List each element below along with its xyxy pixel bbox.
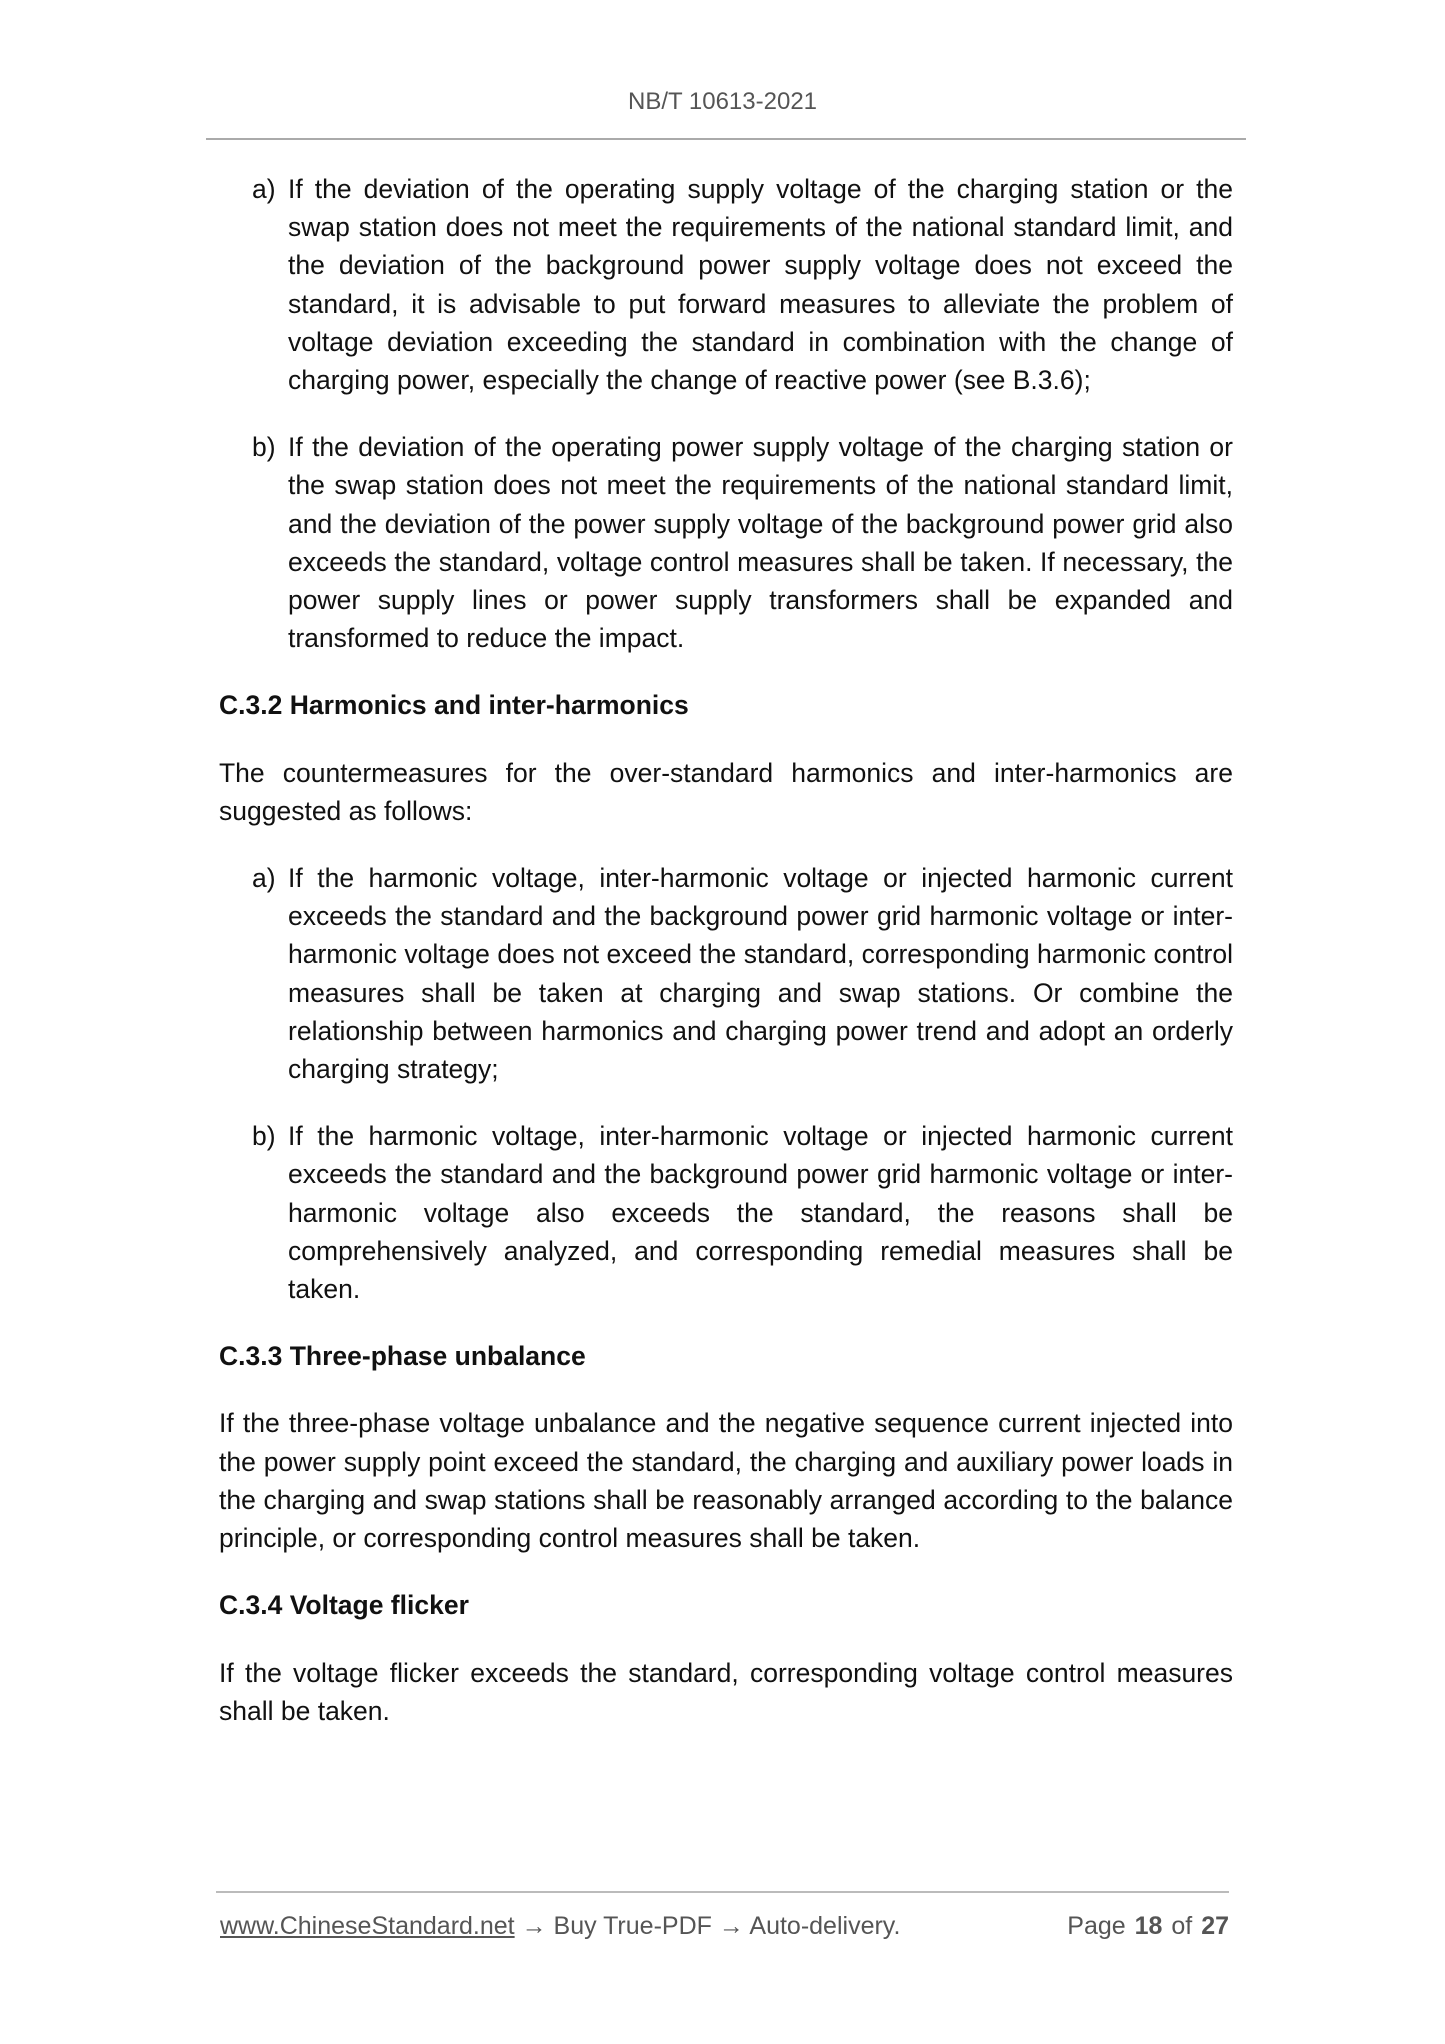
list-item bbox=[219, 428, 1233, 657]
list-marker: a) bbox=[252, 863, 276, 894]
section-intro-c32: The countermeasures for the over-standard harmonics and inter-harmonics are suggested as follows: bbox=[219, 757, 1233, 826]
section-heading-c32: C.3.2 Harmonics and inter-harmonics bbox=[219, 690, 689, 721]
list-item-text: If the harmonic voltage, inter-harmonic voltage or injected harmonic current exceeds the standard and the background power grid harmonic voltage or inter-harmonic voltage also exceeds the standard, the reasons shall be comprehensively analyzed, and corresponding remedial measures shall be taken. bbox=[288, 1121, 1233, 1305]
page-label: Page bbox=[1067, 1912, 1126, 1940]
page-indicator bbox=[1065, 1912, 1229, 1941]
page-total: 27 bbox=[1201, 1912, 1229, 1940]
page-of-label: of bbox=[1171, 1912, 1193, 1940]
list-marker: b) bbox=[252, 1121, 276, 1152]
list-item bbox=[219, 170, 1233, 399]
page-footer bbox=[220, 1912, 1229, 1941]
list-item-text: If the harmonic voltage, inter-harmonic voltage or injected harmonic current exceeds the standard and the background power grid harmonic voltage or inter-harmonic voltage does not exceed the standard, corresponding harmonic control measures shall be taken at charging and swap stations. Or combine the relationship between harmonics and charging power trend and adopt an orderly charging strategy; bbox=[288, 863, 1233, 1085]
list-item bbox=[219, 1117, 1233, 1308]
document-header-title: NB/T 10613-2021 bbox=[627, 88, 818, 115]
website-link[interactable]: www.ChineseStandard.net bbox=[220, 1912, 515, 1940]
footer-divider bbox=[216, 1891, 1229, 1893]
footer-promo bbox=[220, 1912, 900, 1941]
footer-promo-text: → Buy True-PDF → Auto-delivery. bbox=[514, 1912, 901, 1940]
list-marker: a) bbox=[252, 174, 276, 204]
list-item-text: If the deviation of the operating supply voltage of the charging station or the swap station does not meet the requirements of the national standard limit, and the deviation of the background power supply voltage does not exceed the standard, it is advisable to put forward measures to alleviate the problem of voltage deviation exceeding the standard in combination with the change of charging power, especially the change of reactive power (see B.3.6); bbox=[288, 174, 1233, 396]
section-heading-c33: C.3.3 Three-phase unbalance bbox=[219, 1341, 586, 1372]
document-body bbox=[219, 170, 1233, 1759]
section-body-c33: If the three-phase voltage unbalance and the negative sequence current injected into the power supply point exceed the standard, the charging and auxiliary power loads in the charging and swap stations shall be reasonably arranged according to the balance principle, or corresponding control measures shall be taken. bbox=[219, 1408, 1233, 1554]
header-divider bbox=[206, 138, 1246, 140]
list-marker: b) bbox=[252, 432, 276, 463]
section-body-c34: If the voltage flicker exceeds the standard, corresponding voltage control measures shall be taken. bbox=[219, 1657, 1233, 1726]
list-item bbox=[219, 859, 1233, 1088]
page-current: 18 bbox=[1134, 1912, 1163, 1940]
section-heading-c34: C.3.4 Voltage flicker bbox=[219, 1590, 469, 1621]
list-item-text: If the deviation of the operating power supply voltage of the charging station or the swap station does not meet the requirements of the national standard limit, and the deviation of the power supply voltage of the background power grid also exceeds the standard, voltage control measures shall be taken. If necessary, the power supply lines or power supply transformers shall be expanded and transformed to reduce the impact. bbox=[288, 432, 1233, 654]
